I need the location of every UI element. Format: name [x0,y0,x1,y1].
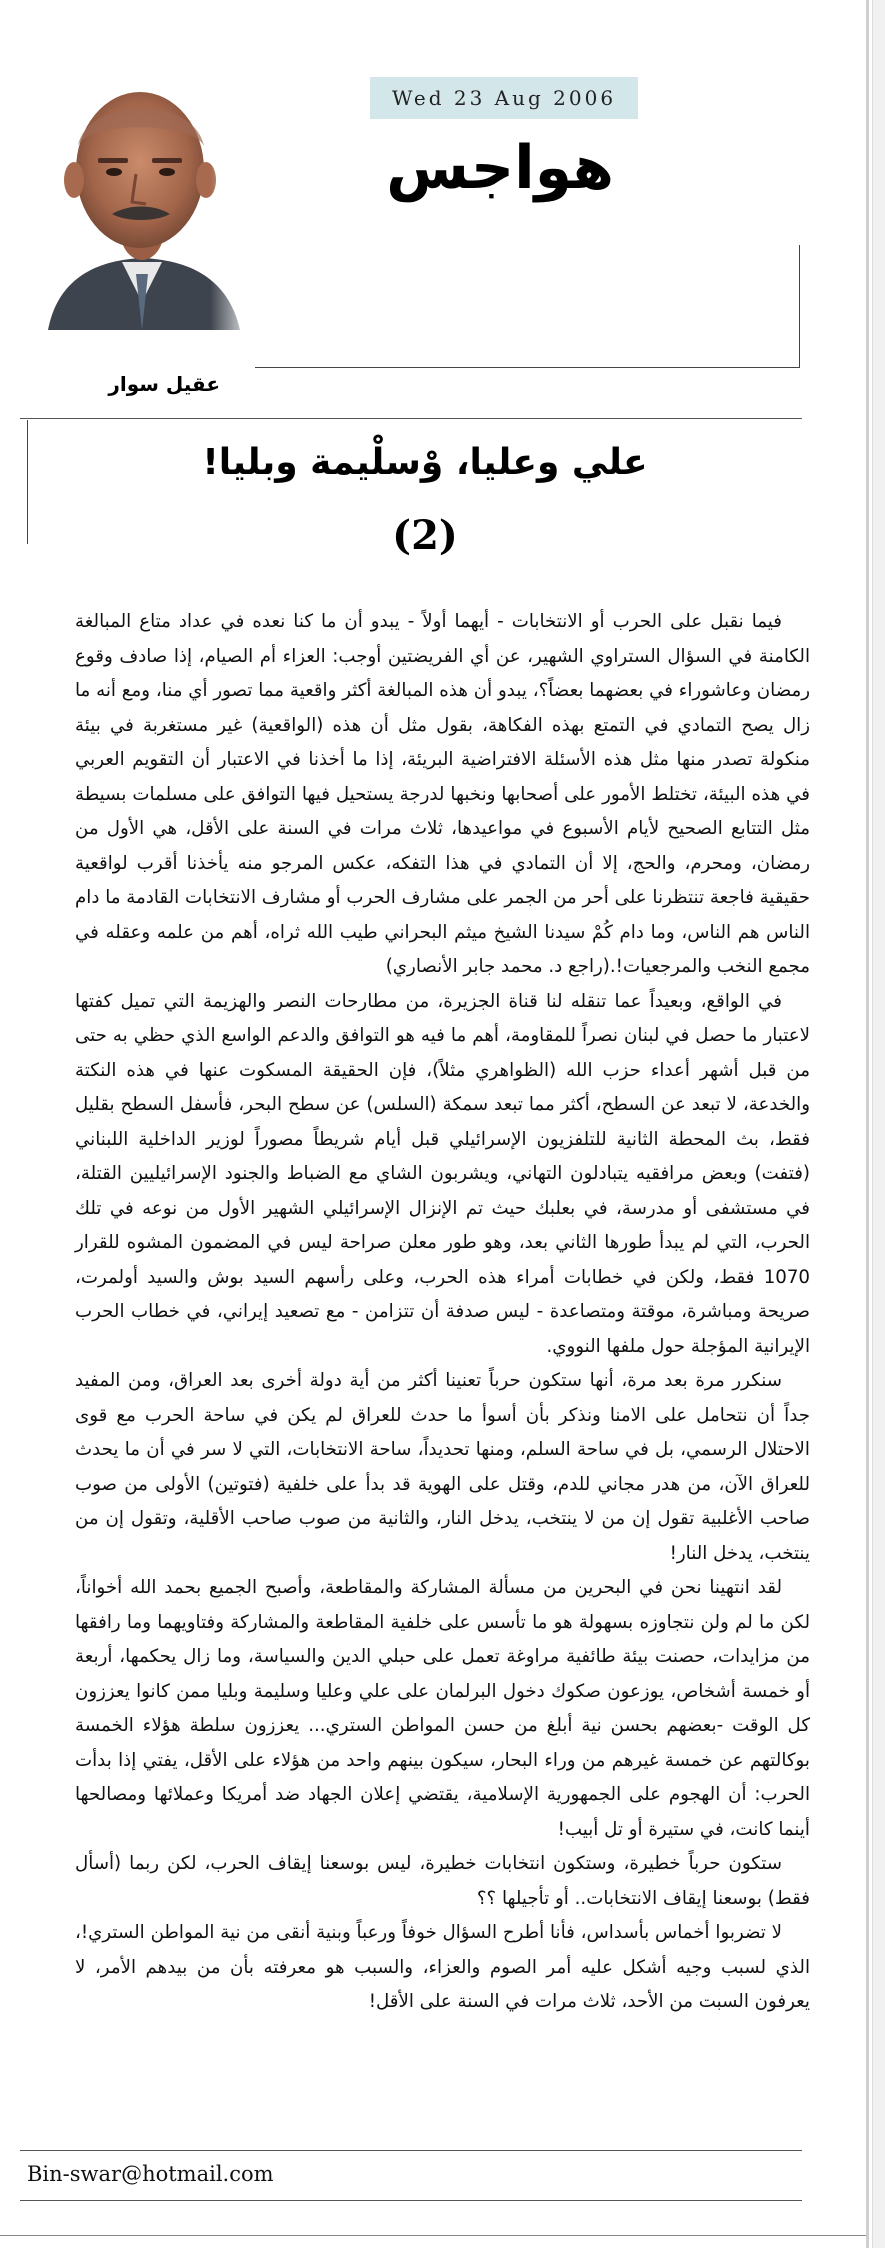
article-paragraph: ستكون حرباً خطيرة، وستكون انتخابات خطيرة، ليس بوسعنا إيقاف الحرب، لكن ربما (أسأل فقط) بوسعنا إيقاف الانتخابات.. أو تأجيلها ؟؟ [75,1853,810,1909]
header-frame-right [799,245,800,367]
title-frame-left [27,420,28,544]
article-paragraph: لقد انتهينا نحن في البحرين من مسألة المشاركة والمقاطعة، وأصبح الجميع بحمد الله أخواناً، لكن ما لم ولن نتجاوزه بسهولة هو ما تأسس على خلفية المقاطعة والمشاركة وفتاويهما وما رافقها من مزايدات، حصنت بيئة طائفية مراوغة تعمل على حبلي الدين والسياسة، وما زال يحكمها، أربعة أو خمسة أشخاص، يوزعون صكوك دخول البرلمان على علي وعليا وسليمة وبليا ممن كانوا يعززون كل الوقت -بعضهم بحسن نية أبلغ من حسن المواطن الستري... يعززون سلطة هؤلاء الخمسة بوكالتهم عن خمسة غيرهم من وراء البحار، سيكون بينهم واحد من هؤلاء على الأقل، يفتي إذا بدأت الحرب: أن الهجوم على الجمهورية الإسلامية، يقتضي إعلان الجهاد ضد أمريكا وعملائها ومصالحها أينما كانت، في ستيرة أو تل أبيب! [75,1577,810,1840]
author-name: عقيل سوار [108,372,220,396]
footer-divider-top [20,2150,802,2151]
article-paragraph: سنكرر مرة بعد مرة، أنها ستكون حرباً تعنينا أكثر من أية دولة أخرى بعد العراق، ومن المفيد جداً أن نتحامل على الامنا ونذكر بأن أسوأ ما حدث للعراق لم يكن في ساحة الحرب مع قوى الاحتلال الرسمي، بل في ساحة السلم، ومنها تحديداً، ساحة الانتخابات، التي لا سر في أن ما يحدث للعراق الآن، من هدر مجاني للدم، وقتل على الهوية قد بدأ على خلفية (فتوتين) الأولى من صوب صاحب الأغلبية تقول إن من لا ينتخب، يدخل النار، والثانية من صوب صاحب الأقلية، وتقول إن من ينتخب، يدخل النار! [75,1370,810,1564]
article-title: علي وعليا، وْسلْيمة وبليا! [202,442,648,483]
author-email-link[interactable]: Bin-swar@hotmail.com [27,2162,274,2186]
article-paragraph: في الواقع، وبعيداً عما تنقله لنا قناة الجزيرة، من مطارحات النصر والهزيمة التي تميل كفتها لاعتبار ما حصل في لبنان نصراً للمقاومة، أهم ما فيه هو التوافق والدعم الواسع الذي حظي به حتى من قبل أشهر أعداء حزب الله (الظواهري مثلاً)، فإن الحقيقة المسكوت عنها في هذه النكتة والخدعة، لا تبعد عن السطح، أكثر مما تبعد سمكة (السلس) عن سطح البحر، فأسفل السطح بقليل فقط، بث المحطة الثانية للتلفزيون الإسرائيلي قبل أيام شريطاً مصوراً لوزير الداخلية اللبناني (فتفت) وبعض مرافقيه يتبادلون التهاني، ويشربون الشاي مع الضباط والجنود الإسرائيليين القتلة، في مستشفى أو مدرسة، في بعلبك حيث تم الإنزال الإسرائيلي الشهير الأول من نوعه في تلك الحرب، التي لم يبدأ طورها الثاني بعد، وهو طور معلن صراحة ليس في المضمون المشوه للقرار 1070 فقط، ولكن في خطابات أمراء هذه الحرب، وعلى رأسهم السيد بوش والسيد أولمرت، صريحة ومباشرة، موقتة ومتصاعدة - ليس صدفة أن تتزامن - مع تصعيد إيراني، في خطاب الحرب الإيرانية المؤجلة حول ملفها النووي. [75,990,810,1357]
issue-date: Wed 23 Aug 2006 [370,77,638,119]
footer-divider-bottom [20,2200,802,2201]
article-paragraph: فيما نقبل على الحرب أو الانتخابات - أيهما أولاً - يبدو أن ما كنا نعده في عداد متاع المبالغة الكامنة في السؤال الستراوي الشهير، عن أي الفريضتين أوجب: العزاء أم الصيام، إذا صادف وقوع رمضان وعاشوراء في بعضهما بعضاً؟، يبدو أن هذه المبالغة أكثر واقعية مما تصور أي منا، ومع أنه ما زال يصح التمادي في التمتع بهذه الفكاهة، بقول مثل أن هذه (الواقعية) غير مستغربة في بيئة منكولة تصدر منها مثل هذه الأسئلة الافتراضية البريئة، إذا ما أخذنا في الاعتبار أن التقويم العربي في هذه البيئة، تختلط الأمور على أصحابها ونخبها لدرجة يستحيل فيها التوافق على مسلمات بسيطة مثل التتابع الصحيح لأيام الأسبوع في مواعيدها، ثلاث مرات في السنة على الأقل، هي الأول من رمضان، ومحرم، والحج، إلا أن التمادي في هذا التفكه، عكس المرجو منه يأخذنا أقرب لواقعية حقيقية فاجعة تنتظرنا على أحر من الجمر على مشارف الحرب أو مشارف الانتخابات القادمة ما دام الناس هم الناس، وما دام كُمْ سيدنا الشيخ ميثم البحراني طيب الله ثراه، أهم من علمه وعقله في مجمع النخب والمرجعيات!.(راجع د. محمد جابر الأنصاري) [75,611,810,977]
divider [20,418,802,419]
page-bottom-rule [0,2235,866,2236]
right-scroll-gutter [872,0,885,2248]
author-portrait-icon [28,62,256,330]
article-part-number: (2) [392,512,458,559]
article-paragraph: لا تضربوا أخماس بأسداس، فأنا أطرح السؤال خوفاً ورعباً وبنية أنقى من نية المواطن الستري!، الذي لسبب وجيه أشكل عليه أمر الصوم والعزاء، والسبب هو معرفته بأن من بيدهم الأمر، لا يعرفون السبت من الأحد، ثلاث مرات في السنة على الأقل! [75,1922,810,2012]
article-body [75,605,810,2020]
right-border-line [866,0,869,2248]
header-frame-bottom [255,367,800,368]
column-title: هواجس [386,133,614,203]
